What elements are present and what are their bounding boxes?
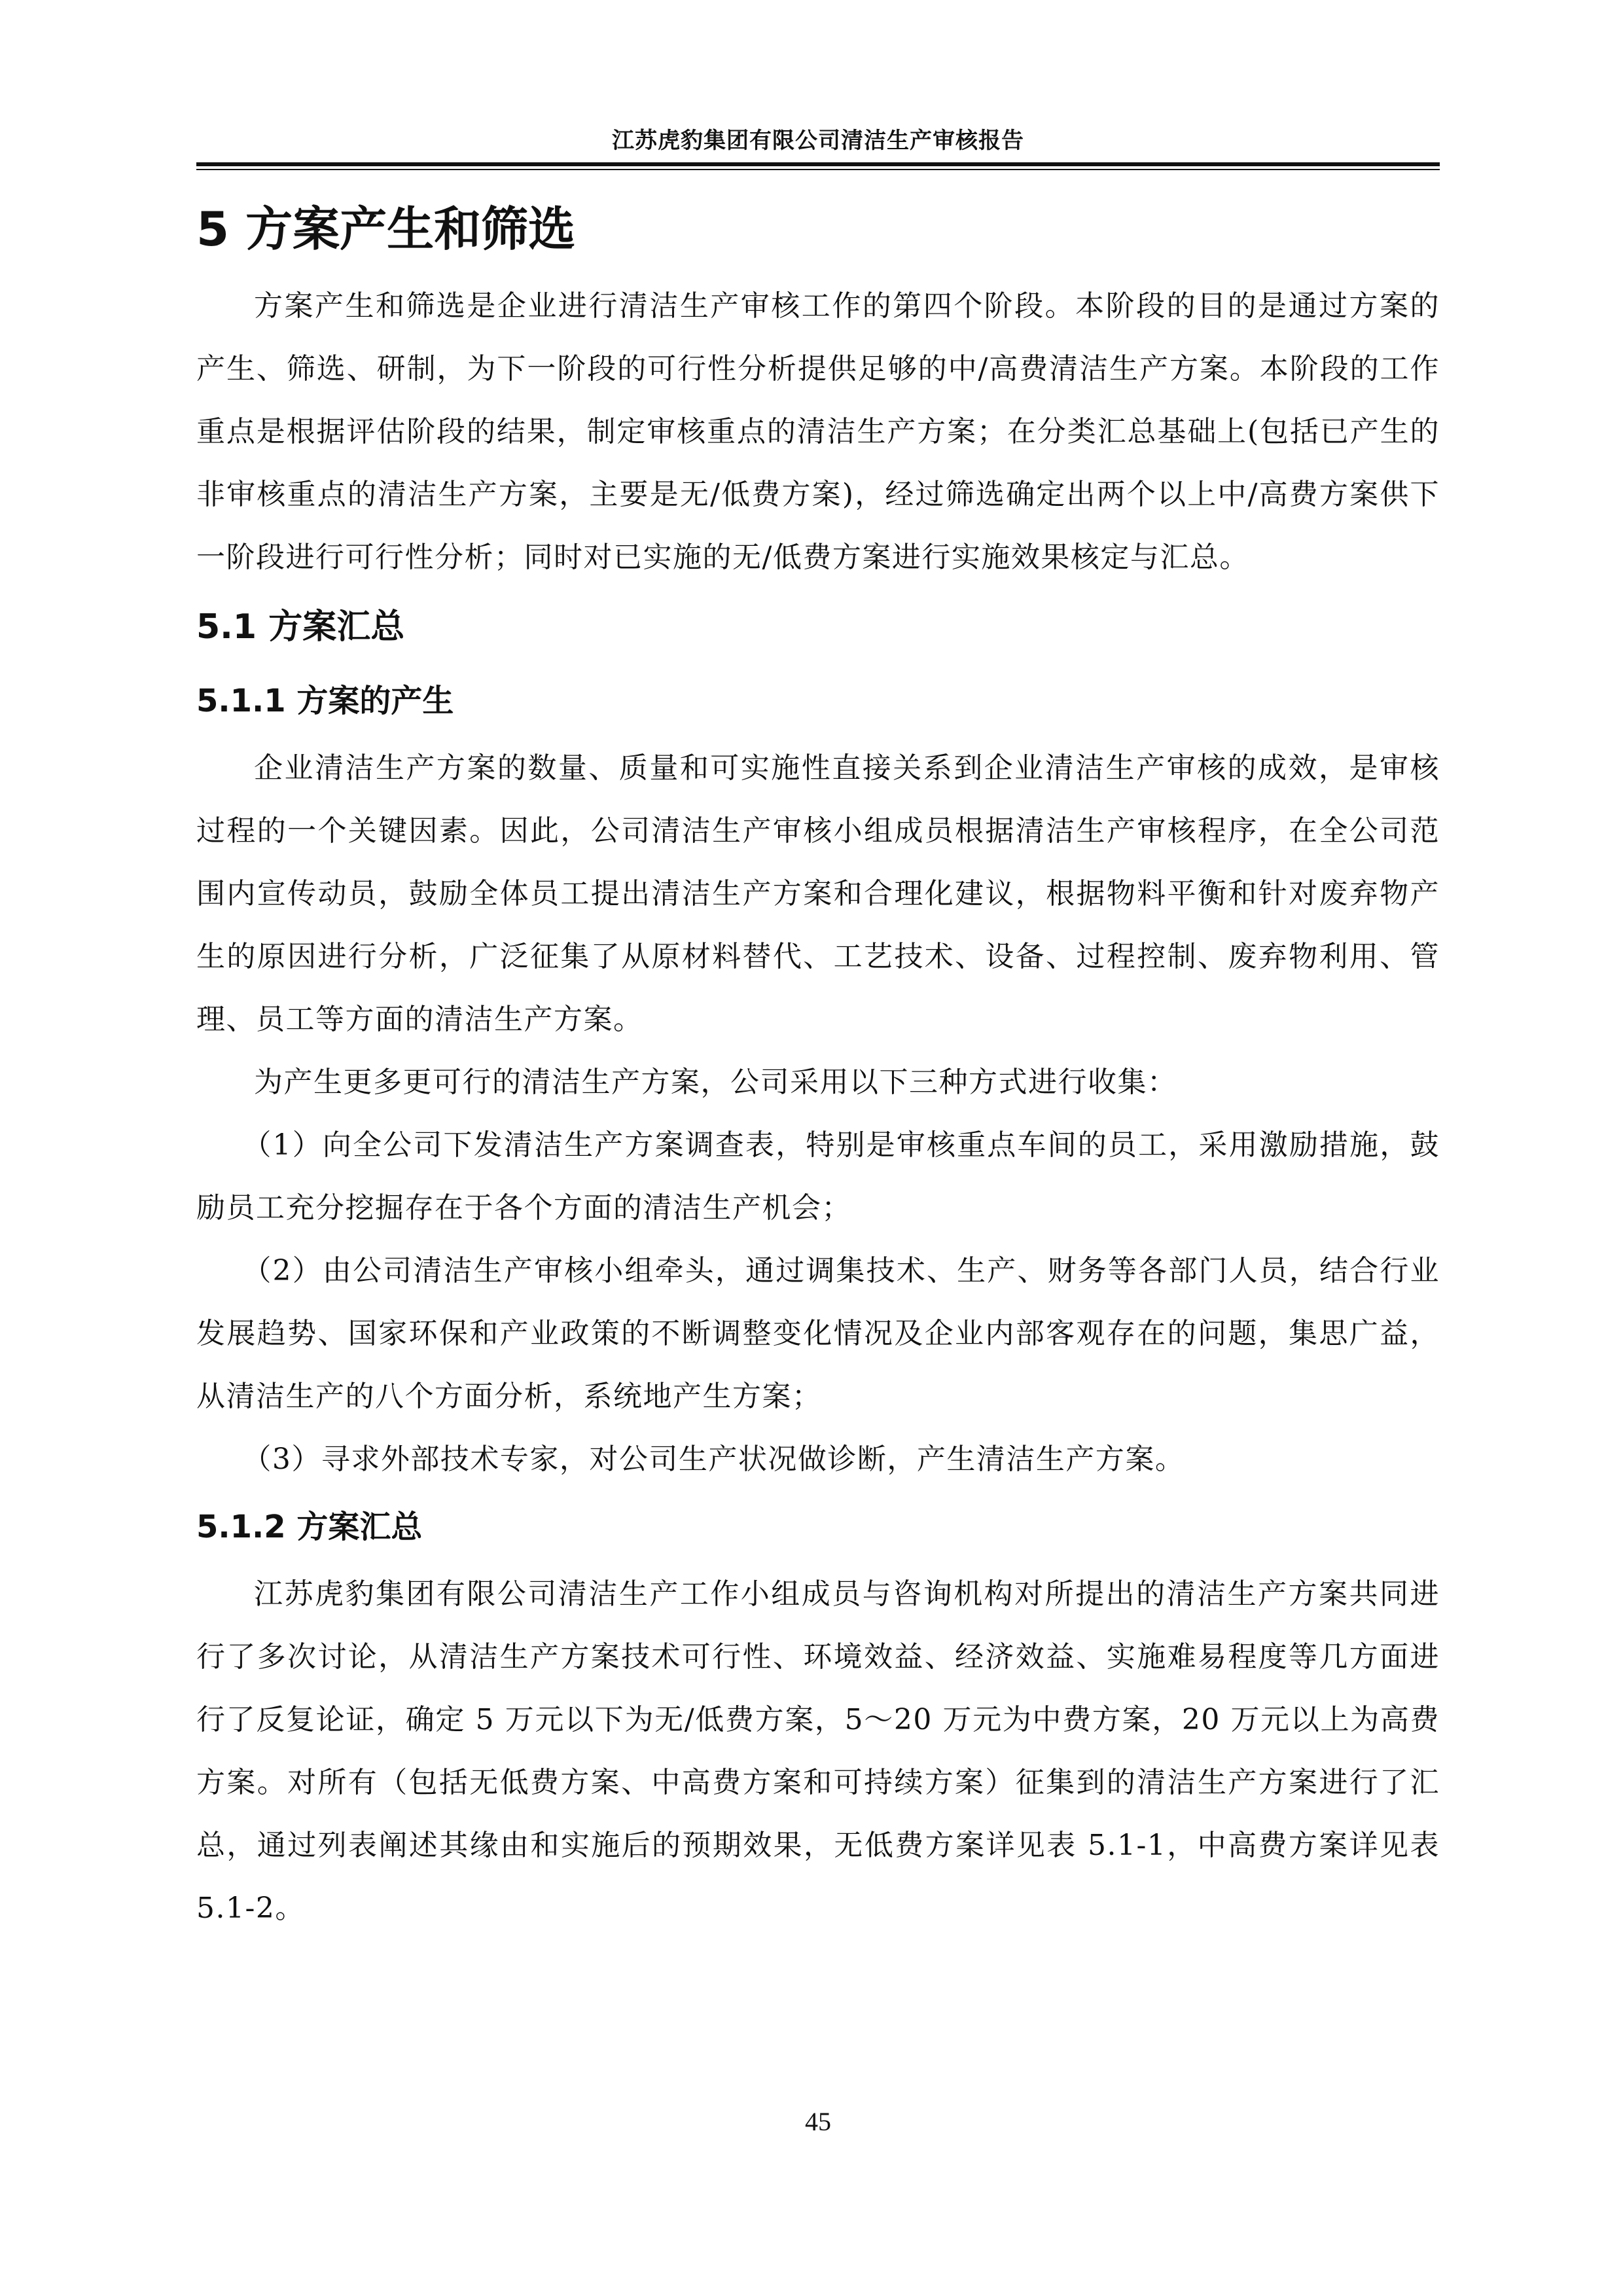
- document-page: [196, 0, 1440, 2296]
- chapter-intro-paragraph: 方案产生和筛选是企业进行清洁生产审核工作的第四个阶段。本阶段的目的是通过方案的产生、筛选、研制，为下一阶段的可行性分析提供足够的中/高费清洁生产方案。本阶段的工作重点是根据评估阶段的结果，制定审核重点的清洁生产方案；在分类汇总基础上(包括已产生的非审核重点的清洁生产方案，主要是无/低费方案)，经过筛选确定出两个以上中/高费方案供下一阶段进行可行性分析；同时对已实施的无/低费方案进行实施效果核定与汇总。: [196, 289, 1440, 574]
- section-5-1-2-paragraph-1: 江苏虎豹集团有限公司清洁生产工作小组成员与咨询机构对所提出的清洁生产方案共同进行了多次讨论，从清洁生产方案技术可行性、环境效益、经济效益、实施难易程度等几方面进行了反复论证，确定 5 万元以下为无/低费方案，5～20 万元为中费方案，20 万元以上为高费方案。对所有（包括无低费方案、中高费方案和可持续方案）征集到的清洁生产方案进行了汇总，通过列表阐述其缘由和实施后的预期效果，无低费方案详见表 5.1-1，中高费方案详见表 5.1-2。: [196, 1577, 1440, 1925]
- section-5-1-1-paragraph-2: 为产生更多更可行的清洁生产方案，公司采用以下三种方式进行收集：: [254, 1066, 1177, 1099]
- collection-method-1: （1）向全公司下发清洁生产方案调查表，特别是审核重点车间的员工，采用激励措施，鼓励员工充分挖掘存在于各个方面的清洁生产机会；: [196, 1128, 1440, 1225]
- running-header: 江苏虎豹集团有限公司清洁生产审核报告: [612, 128, 1024, 154]
- collection-method-3: （3）寻求外部技术专家，对公司生产状况做诊断，产生清洁生产方案。: [242, 1443, 1185, 1476]
- chapter-title: 5 方案产生和筛选: [196, 202, 576, 257]
- header-rule: [196, 162, 1440, 166]
- section-5-1-1-title: 5.1.1 方案的产生: [196, 683, 454, 719]
- section-5-1-title: 5.1 方案汇总: [196, 607, 405, 647]
- collection-method-2: （2）由公司清洁生产审核小组牵头，通过调集技术、生产、财务等各部门人员，结合行业发展趋势、国家环保和产业政策的不断调整变化情况及企业内部客观存在的问题，集思广益，从清洁生产的八个方面分析，系统地产生方案；: [196, 1254, 1440, 1413]
- section-5-1-1-paragraph-1: 企业清洁生产方案的数量、质量和可实施性直接关系到企业清洁生产审核的成效，是审核过程的一个关键因素。因此，公司清洁生产审核小组成员根据清洁生产审核程序，在全公司范围内宣传动员，鼓励全体员工提出清洁生产方案和合理化建议，根据物料平衡和针对废弃物产生的原因进行分析，广泛征集了从原材料替代、工艺技术、设备、过程控制、废弃物利用、管理、员工等方面的清洁生产方案。: [196, 751, 1440, 1036]
- section-5-1-2-title: 5.1.2 方案汇总: [196, 1509, 423, 1545]
- page-number: 45: [805, 2107, 831, 2136]
- header-rule-thin: [196, 169, 1440, 170]
- page-body: [196, 190, 1440, 1940]
